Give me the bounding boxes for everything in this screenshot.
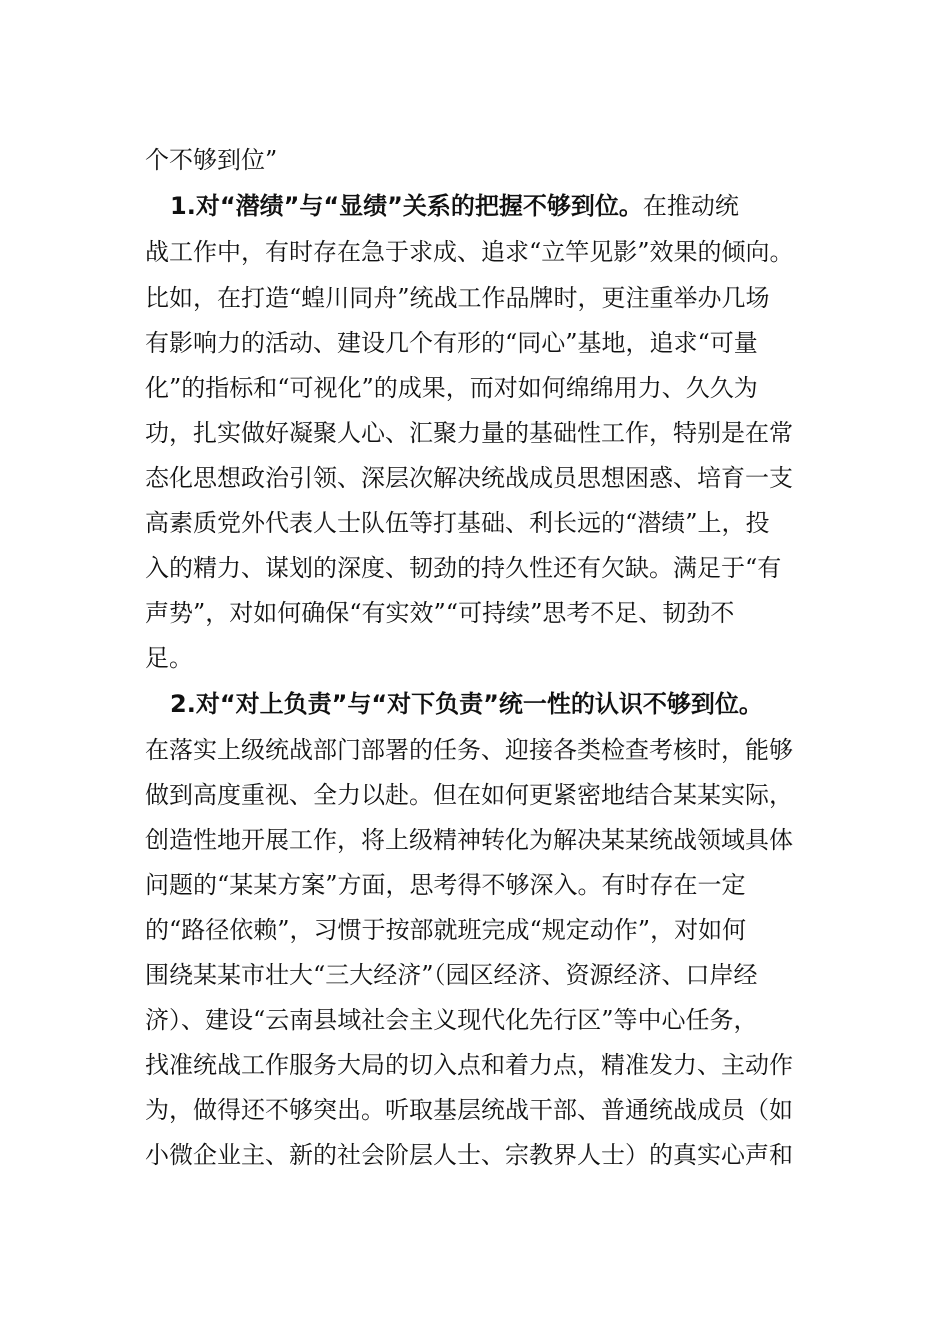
text-line	[145, 142, 277, 178]
line-text: 小微企业主、新的社会阶层人士、宗教界人士）的真实心声和	[145, 1141, 793, 1169]
text-line	[145, 460, 793, 496]
line-text: 态化思想政治引领、深层次解决统战成员思想困惑、培育一支	[145, 464, 793, 492]
text-line	[145, 595, 734, 631]
line-text: 做到高度重视、全力以赴。但在如何更紧密地结合某某实际，	[145, 781, 793, 809]
line-text: 功，扎实做好凝聚人心、汇聚力量的基础性工作，特别是在常	[145, 419, 793, 447]
text-line	[145, 505, 770, 541]
text-line	[145, 370, 758, 406]
line-text: 化”的指标和“可视化”的成果，而对如何绵绵用力、久久为	[145, 374, 758, 402]
line-text: 战工作中，有时存在急于求成、追求“立竿见影”效果的倾向。	[145, 238, 794, 266]
text-line	[145, 1047, 793, 1083]
line-text: 济）、建设“云南县域社会主义现代化先行区”等中心任务，	[145, 1006, 758, 1034]
text-line	[145, 777, 793, 813]
line-text: 为，做得还不够突出。听取基层统战干部、普通统战成员（如	[145, 1096, 793, 1124]
line-text: 比如，在打造“蝗川同舟”统战工作品牌时，更注重举办几场	[145, 284, 770, 312]
text-line	[145, 957, 758, 993]
text-line	[145, 1002, 758, 1038]
text-line	[145, 732, 793, 768]
line-text: 的“路径依赖”，习惯于按部就班完成“规定动作”，对如何	[145, 916, 747, 944]
line-text: 问题的“某某方案”方面，思考得不够深入。有时存在一定	[145, 871, 746, 899]
text-line	[145, 325, 758, 361]
section-heading-2: 2.对“对上负责”与“对下负责”统一性的认识不够到位。	[170, 690, 763, 718]
line-text: 足。	[145, 644, 193, 672]
section-heading-line	[170, 188, 739, 224]
line-text: 声势”，对如何确保“有实效”“可持续”思考不足、韧劲不	[145, 599, 735, 627]
line-text: 个不够到位”	[145, 146, 278, 174]
text-line	[145, 1092, 793, 1128]
line-text: 围绕某某市壮大“三大经济”（园区经济、资源经济、口岸经	[145, 961, 758, 989]
text-line	[145, 1137, 793, 1173]
line-text: 高素质党外代表人士队伍等打基础、利长远的“潜绩”上，投	[145, 509, 770, 537]
line-text: 在推动统	[642, 192, 739, 220]
text-line	[145, 912, 746, 948]
text-line	[145, 550, 781, 586]
line-text: 找准统战工作服务大局的切入点和着力点，精准发力、主动作	[145, 1051, 793, 1079]
line-text: 入的精力、谋划的深度、韧劲的持久性还有欠缺。满足于“有	[145, 554, 782, 582]
text-line	[145, 415, 793, 451]
text-line	[145, 867, 746, 903]
text-line	[145, 640, 193, 676]
text-line	[145, 822, 793, 858]
line-text: 在落实上级统战部门部署的任务、迎接各类检查考核时，能够	[145, 736, 793, 764]
text-line	[145, 280, 770, 316]
section-heading-1: 1.对“潜绩”与“显绩”关系的把握不够到位。	[170, 192, 643, 220]
line-text: 有影响力的活动、建设几个有形的“同心”基地，追求“可量	[145, 329, 758, 357]
section-heading-line	[170, 686, 763, 722]
text-line	[145, 234, 794, 270]
line-text: 创造性地开展工作，将上级精神转化为解决某某统战领域具体	[145, 826, 793, 854]
